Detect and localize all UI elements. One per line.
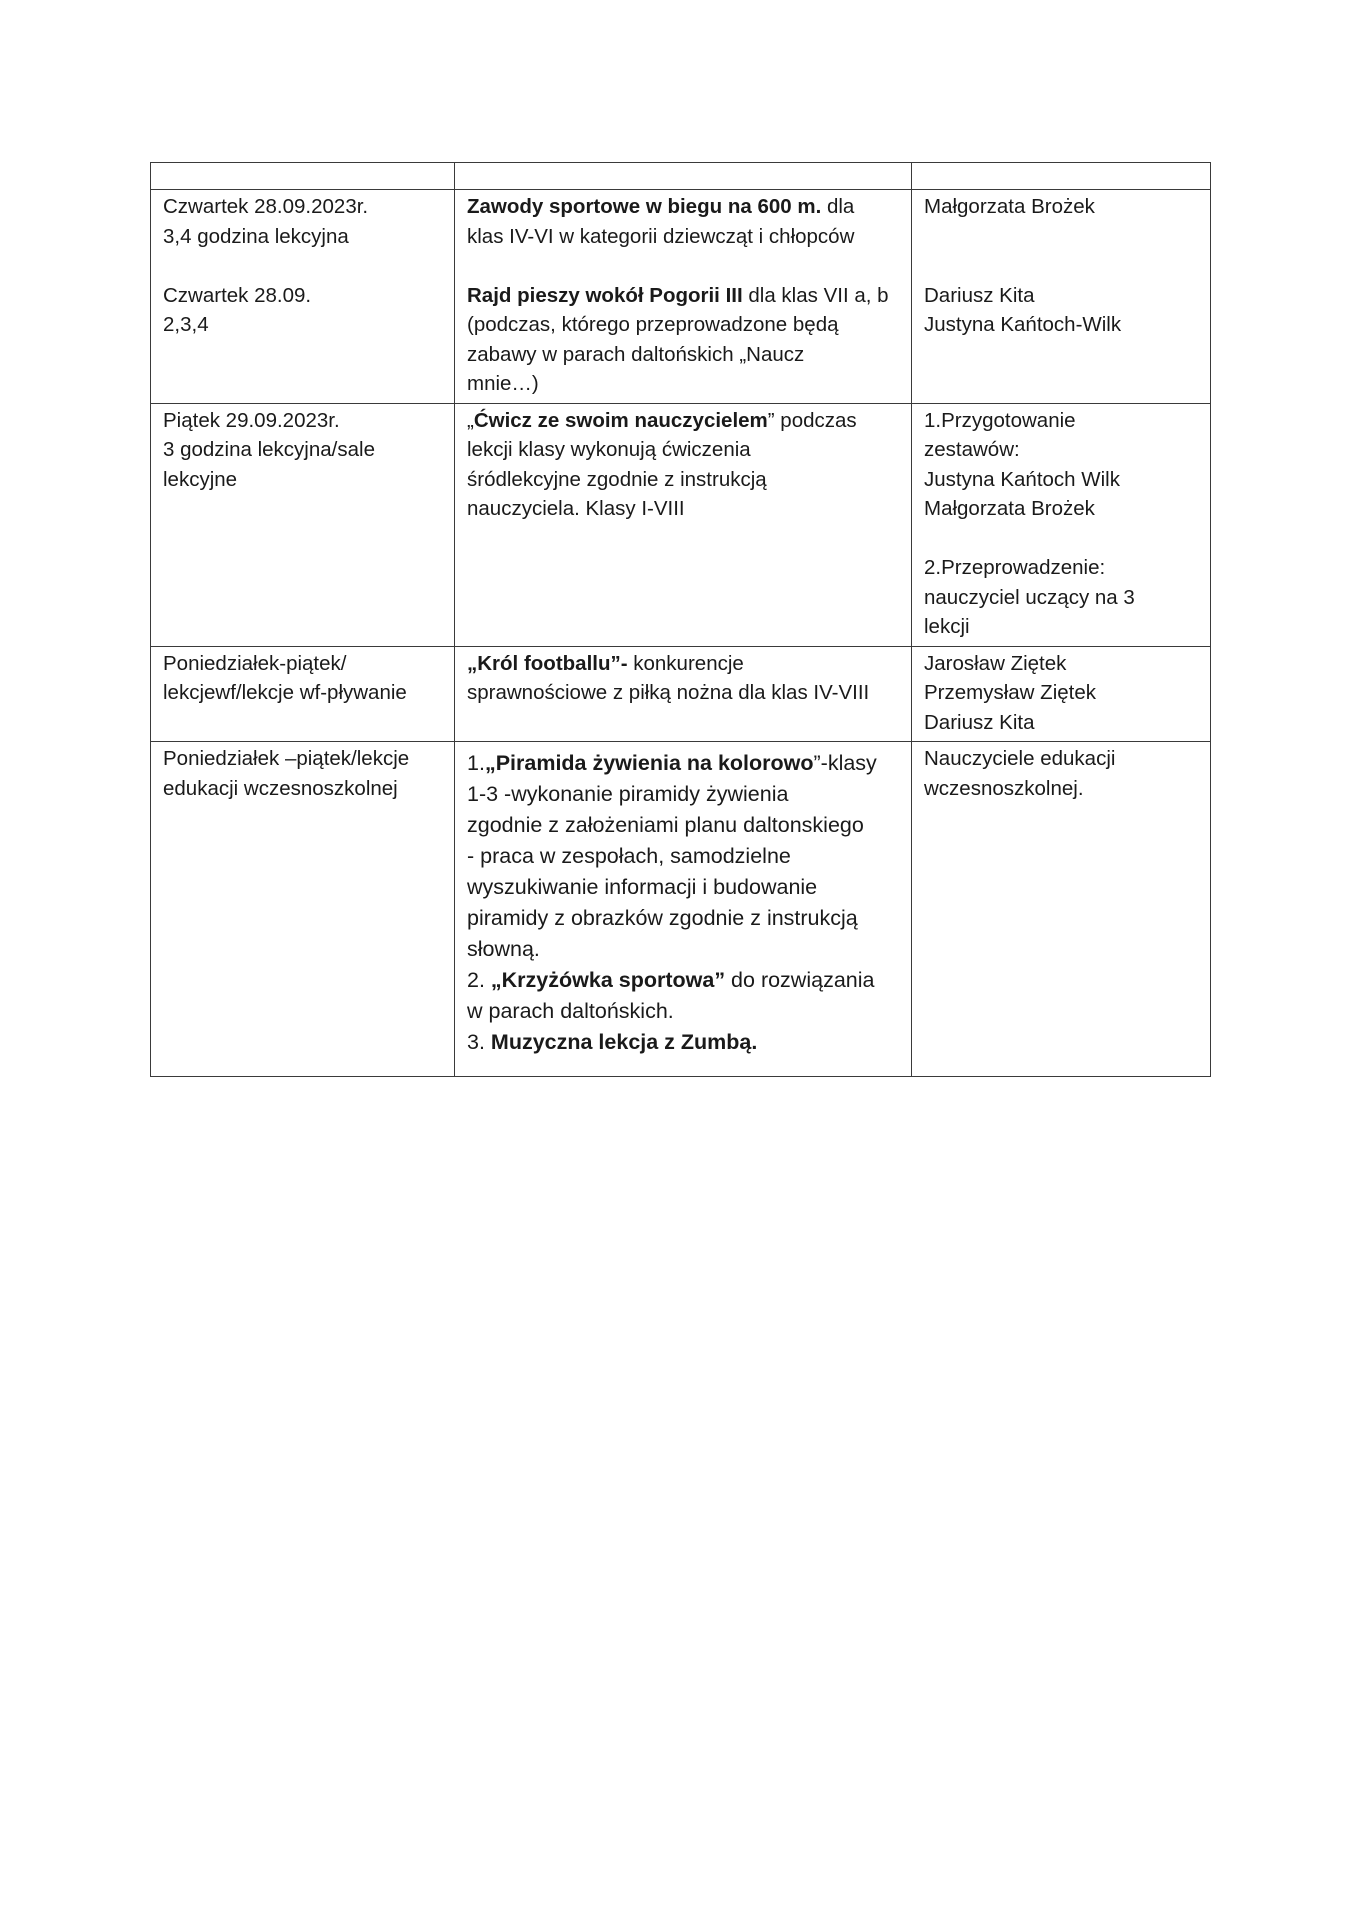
event-cell: „Król footballu”- konkurencje sprawnościowe z piłką nożna dla klas IV-VIII xyxy=(455,646,912,742)
table-row xyxy=(151,742,1211,1077)
date-cell: Poniedziałek –piątek/lekcje edukacji wczesnoszkolnej xyxy=(151,742,455,1077)
schedule-table xyxy=(150,162,1211,1077)
table-row xyxy=(151,403,1211,646)
empty-header-cell xyxy=(151,163,455,190)
event-cell: 1.„Piramida żywienia na kolorowo”-klasy 1-3 -wykonanie piramidy żywienia zgodnie z założeniami planu daltonskiego - praca w zespołach, samodzielne wyszukiwanie informacji i budowanie piramidy z obrazków zgodnie z instrukcją słowną. 2. „Krzyżówka sportowa” do rozwiązania w parach daltońskich. 3. Muzyczna lekcja z Zumbą. xyxy=(455,742,912,1077)
responsible-cell: Jarosław Ziętek Przemysław Ziętek Dariusz Kita xyxy=(912,646,1211,742)
responsible-cell: Małgorzata Brożek Dariusz Kita Justyna Kańtoch-Wilk xyxy=(912,190,1211,404)
event-title: Muzyczna lekcja z Zumbą. xyxy=(490,1030,758,1054)
event-title: „Piramida żywienia na kolorowo xyxy=(484,751,814,775)
event-title: Ćwicz ze swoim nauczycielem xyxy=(473,408,768,432)
empty-header-cell xyxy=(912,163,1211,190)
date-cell: Poniedziałek-piątek/ lekcjewf/lekcje wf-pływanie xyxy=(151,646,455,742)
responsible-cell: 1.Przygotowanie zestawów: Justyna Kańtoch Wilk Małgorzata Brożek 2.Przeprowadzenie: nauczyciel uczący na 3 lekcji xyxy=(912,403,1211,646)
event-title: Rajd pieszy wokół Pogorii III xyxy=(467,283,743,307)
date-cell: Piątek 29.09.2023r. 3 godzina lekcyjna/sale lekcyjne xyxy=(151,403,455,646)
responsible-cell: Nauczyciele edukacji wczesnoszkolnej. xyxy=(912,742,1211,1077)
empty-header-cell xyxy=(455,163,912,190)
table-row xyxy=(151,646,1211,742)
table-header-row xyxy=(151,163,1211,190)
event-title: „Krzyżówka sportowa” xyxy=(490,968,726,992)
date-cell: Czwartek 28.09.2023r. 3,4 godzina lekcyjna Czwartek 28.09. 2,3,4 xyxy=(151,190,455,404)
event-cell: „Ćwicz ze swoim nauczycielem” podczas lekcji klasy wykonują ćwiczenia śródlekcyjne zgodnie z instrukcją nauczyciela. Klasy I-VIII xyxy=(455,403,912,646)
event-cell: Zawody sportowe w biegu na 600 m. dla klas IV-VI w kategorii dziewcząt i chłopców Rajd pieszy wokół Pogorii III dla klas VII a, b (podczas, którego przeprowadzone będą zabawy w parach daltońskich „Naucz mnie…) xyxy=(455,190,912,404)
event-title: „Król footballu”- xyxy=(467,651,628,675)
event-title: Zawody sportowe w biegu na 600 m. xyxy=(467,195,822,218)
table-row xyxy=(151,190,1211,404)
